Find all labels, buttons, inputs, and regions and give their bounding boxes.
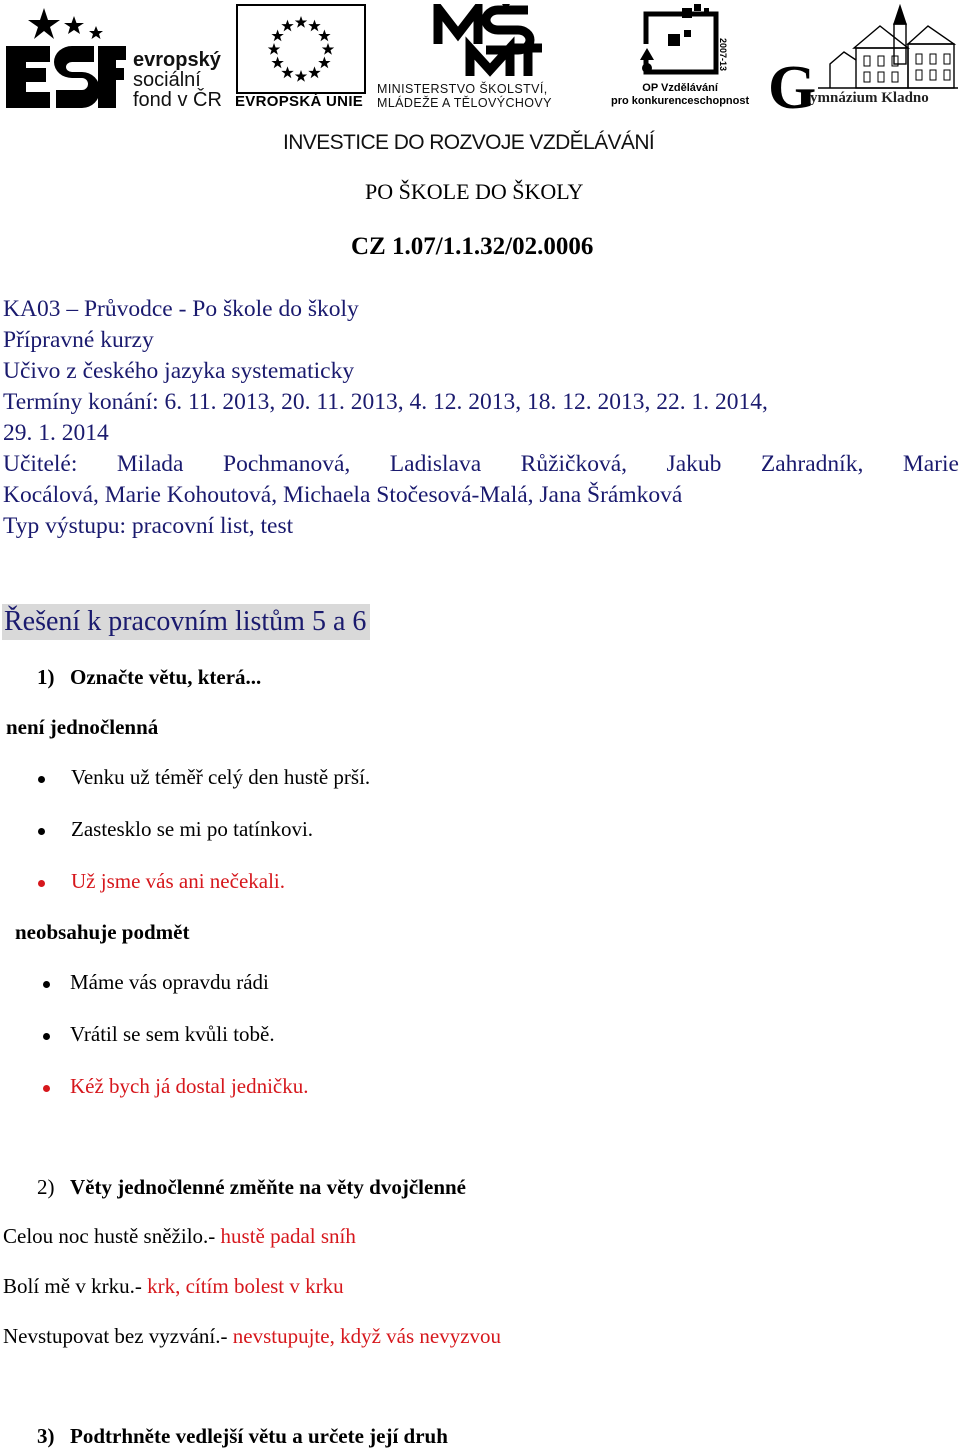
- q2-given: Celou noc hustě sněžilo.-: [3, 1224, 221, 1248]
- eu-flag-icon: [236, 4, 366, 94]
- q2-row: [3, 1324, 501, 1349]
- q2-row: [3, 1224, 356, 1249]
- esf-logo-icon: [2, 2, 127, 110]
- bullet-icon: [38, 880, 45, 887]
- meta-activity: KA03 – Průvodce - Po škole do školy: [3, 296, 359, 322]
- q2-answer: hustě padal sníh: [220, 1224, 356, 1248]
- q1-group1-item: Venku už téměř celý den hustě prší.: [71, 765, 371, 789]
- bullet-icon: [43, 1033, 50, 1040]
- q2-row: [3, 1274, 344, 1299]
- svg-text:G: G: [768, 54, 817, 112]
- meta-teachers: [3, 451, 959, 478]
- q1-group2-title: neobsahuje podmět: [15, 920, 190, 944]
- esf-logo-text: evropský sociální fond v ČR: [133, 49, 222, 111]
- meta-dates-continued: 29. 1. 2014: [3, 420, 109, 446]
- teachers-word: Růžičková,: [520, 451, 628, 477]
- eu-logo-text: EVROPSKÁ UNIE: [235, 93, 364, 110]
- q2-number: 2): [37, 1175, 55, 1199]
- teachers-word: Marie: [902, 451, 959, 477]
- q3-text: Podtrhněte vedlejší větu a určete její druh: [70, 1424, 448, 1448]
- msmt-logo-text: MINISTERSTVO ŠKOLSTVÍ, MLÁDEŽE A TĚLOVÝCHOVY: [377, 82, 552, 110]
- q2-text: Věty jednočlenné změňte na věty dvojčlenné: [70, 1175, 467, 1199]
- q2-answer: krk, cítím bolest v krku: [147, 1274, 344, 1298]
- bullet-icon: [38, 828, 45, 835]
- teachers-word: Učitelé:: [3, 451, 78, 477]
- project-name: PO ŠKOLE DO ŠKOLY: [365, 179, 584, 204]
- teachers-word: Jakub: [666, 451, 722, 477]
- project-code: CZ 1.07/1.1.32/02.0006: [351, 233, 594, 260]
- gymnazium-logo-text: ymnázium Kladno: [810, 90, 929, 106]
- teachers-word: Milada: [116, 451, 184, 477]
- op-vk-logo-icon: [638, 4, 728, 84]
- investice-banner: INVESTICE DO ROZVOJE VZDĚLÁVÁNÍ: [283, 131, 655, 154]
- meta-output-type: Typ výstupu: pracovní list, test: [3, 513, 294, 539]
- bullet-icon: [38, 776, 45, 783]
- q1-group2-item: Vrátil se sem kvůli tobě.: [70, 1022, 275, 1046]
- q3-number: 3): [37, 1424, 55, 1448]
- bullet-icon: [43, 981, 50, 988]
- meta-teachers-continued: Kocálová, Marie Kohoutová, Michaela Stočesová-Malá, Jana Šrámková: [3, 482, 683, 508]
- bullet-icon: [43, 1085, 50, 1092]
- teachers-word: Pochmanová,: [223, 451, 351, 477]
- meta-subject: Učivo z českého jazyka systematicky: [3, 358, 355, 384]
- q1-text: Označte větu, která...: [70, 665, 262, 689]
- q1-number: 1): [37, 665, 55, 689]
- q1-group1-item: Zastesklo se mi po tatínkovi.: [71, 817, 314, 841]
- meta-dates: Termíny konání: 6. 11. 2013, 20. 11. 2013, 4. 12. 2013, 18. 12. 2013, 22. 1. 2014,: [3, 389, 768, 415]
- q2-given: Nevstupovat bez vyzvání.-: [3, 1324, 233, 1348]
- op-logo-text: OP Vzdělávání pro konkurenceschopnost: [611, 82, 750, 107]
- teachers-word: Zahradník,: [760, 451, 864, 477]
- q2-given: Bolí mě v krku.-: [3, 1274, 148, 1298]
- q1-group2-answer: Kéž bych já dostal jedničku.: [70, 1074, 309, 1098]
- q1-group2-item: Máme vás opravdu rádi: [70, 970, 269, 994]
- section-heading: Řešení k pracovním listům 5 a 6: [2, 604, 370, 640]
- meta-course: Přípravné kurzy: [3, 327, 154, 353]
- q1-group1-title: není jednočlenná: [6, 715, 159, 739]
- msmt-logo-icon: [432, 4, 544, 80]
- svg-text:2007-13: 2007-13: [718, 38, 728, 72]
- teachers-word: Ladislava: [389, 451, 482, 477]
- q1-group1-answer: Už jsme vás ani nečekali.: [71, 869, 285, 893]
- q2-answer: nevstupujte, když vás nevyzvou: [232, 1324, 502, 1348]
